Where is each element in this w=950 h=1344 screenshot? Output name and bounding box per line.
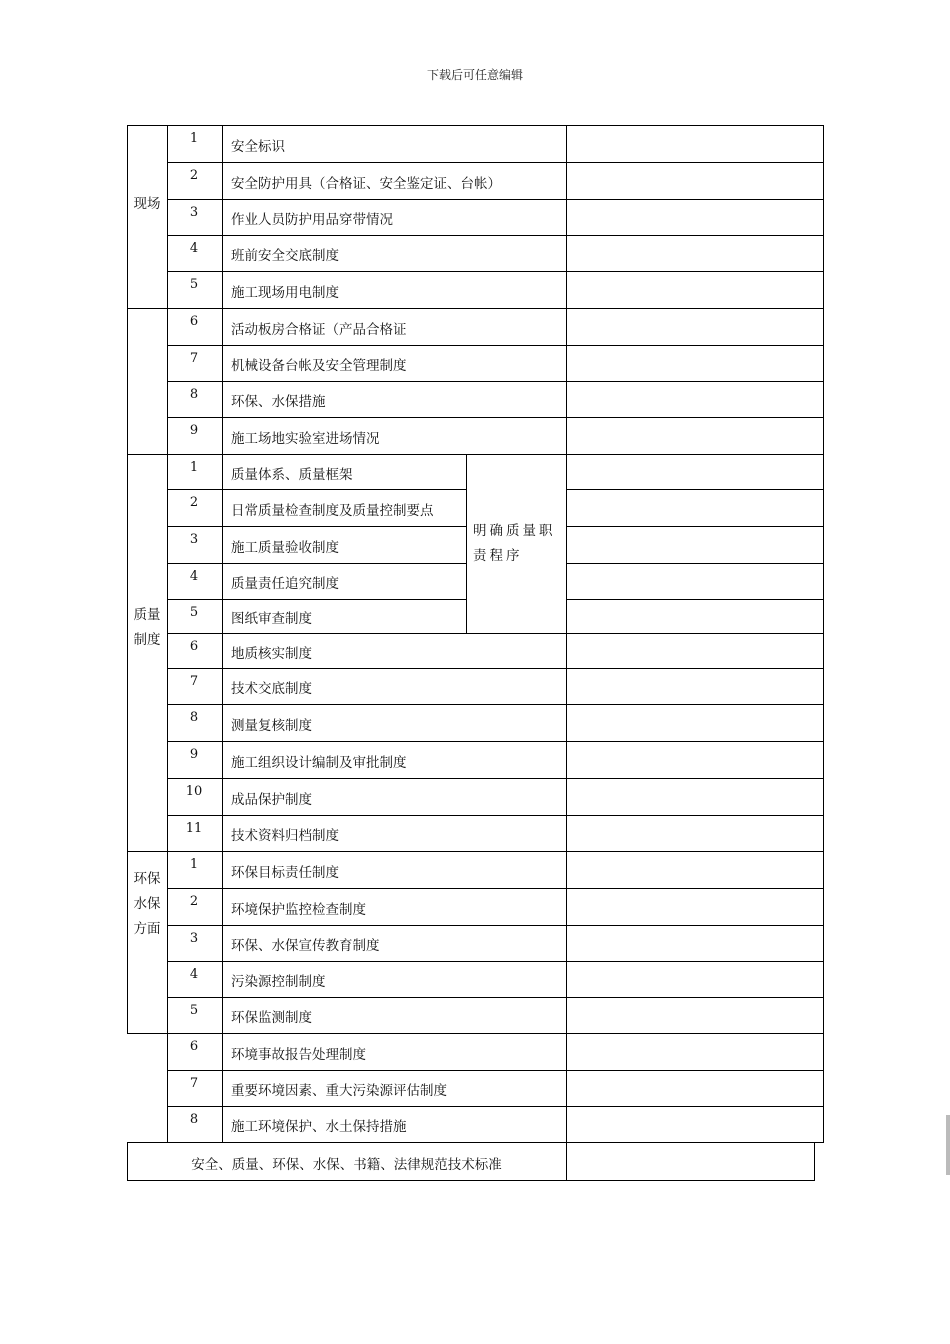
row-number: 1 (189, 857, 199, 872)
row-divider (167, 381, 824, 382)
row-number: 7 (189, 351, 199, 366)
checklist-item: 安全标识 (231, 139, 285, 155)
checklist-item: 地质核实制度 (231, 646, 312, 662)
row-divider (127, 454, 824, 455)
checklist-item: 重要环境因素、重大污染源评估制度 (231, 1083, 447, 1099)
result-column-border (566, 125, 567, 1142)
row-divider (566, 599, 824, 600)
row-number: 3 (189, 205, 199, 220)
row-divider (127, 308, 824, 309)
row-number: 4 (189, 967, 199, 982)
checklist-item: 环保监测制度 (231, 1010, 312, 1026)
row-number: 6 (189, 314, 199, 329)
category-label: 质量制度 (133, 606, 161, 648)
quality-note: 明确质量职责程序 (473, 522, 556, 564)
number-column-border (167, 125, 168, 1142)
checklist-item: 班前安全交底制度 (231, 248, 339, 264)
checklist-item: 环境保护监控检查制度 (231, 902, 366, 918)
row-divider (167, 489, 466, 490)
row-divider (167, 599, 466, 600)
checklist-item: 作业人员防护用品穿带情况 (231, 212, 393, 228)
checklist-item: 污染源控制制度 (231, 974, 326, 990)
row-number: 2 (189, 168, 199, 183)
row-divider (127, 1033, 824, 1034)
row-divider (167, 997, 824, 998)
checklist-item: 日常质量检查制度及质量控制要点 (231, 503, 434, 519)
row-divider (127, 125, 824, 126)
row-number: 2 (189, 894, 199, 909)
row-divider (566, 526, 824, 527)
category-label: 环保水保方面 (133, 871, 161, 937)
row-divider (167, 526, 466, 527)
row-number: 8 (189, 1112, 199, 1127)
row-divider (167, 704, 824, 705)
checklist-item: 环保目标责任制度 (231, 865, 339, 881)
footer-right-border (814, 1143, 815, 1181)
note-column-border (466, 454, 467, 633)
category-label: 现场 (133, 195, 161, 212)
page-header: 下载后可任意编辑 (426, 68, 523, 82)
footer-mid-border (566, 1143, 567, 1180)
row-divider (167, 778, 824, 779)
row-number: 6 (189, 1039, 199, 1054)
checklist-item: 测量复核制度 (231, 718, 312, 734)
row-divider (167, 888, 824, 889)
scroll-indicator[interactable] (946, 1115, 950, 1175)
row-divider (167, 235, 824, 236)
row-number: 11 (185, 821, 203, 836)
row-number: 9 (189, 423, 199, 438)
row-divider (167, 417, 824, 418)
category-divider (127, 1033, 167, 1034)
row-number: 5 (189, 1003, 199, 1018)
item-column-border (222, 125, 223, 1142)
row-number: 9 (189, 747, 199, 762)
row-number: 5 (189, 277, 199, 292)
row-divider (167, 741, 824, 742)
row-number: 3 (189, 931, 199, 946)
row-number: 1 (189, 131, 199, 146)
row-number: 3 (189, 532, 199, 547)
row-number: 10 (185, 784, 203, 799)
row-divider (566, 563, 824, 564)
row-number: 8 (189, 387, 199, 402)
row-number: 1 (189, 460, 199, 475)
checklist-item: 技术交底制度 (231, 681, 312, 697)
checklist-item: 成品保护制度 (231, 792, 312, 808)
row-number: 8 (189, 710, 199, 725)
row-divider (167, 199, 824, 200)
row-divider (167, 1070, 824, 1071)
row-divider (127, 851, 824, 852)
row-number: 7 (189, 674, 199, 689)
row-number: 7 (189, 1076, 199, 1091)
row-number: 2 (189, 495, 199, 510)
row-divider (167, 961, 824, 962)
checklist-item: 质量责任追究制度 (231, 576, 339, 592)
checklist-item: 活动板房合格证（产品合格证 (231, 322, 407, 338)
checklist-item: 环保、水保宣传教育制度 (231, 938, 380, 954)
checklist-item: 图纸审查制度 (231, 611, 312, 627)
checklist-item: 机械设备台帐及安全管理制度 (231, 358, 407, 374)
row-divider (167, 345, 824, 346)
checklist-item: 安全防护用具（合格证、安全鉴定证、台帐） (231, 176, 501, 192)
row-number: 5 (189, 605, 199, 620)
checklist-item: 施工现场用电制度 (231, 285, 339, 301)
checklist-item: 施工质量验收制度 (231, 540, 339, 556)
footer-bottom-border (127, 1180, 815, 1181)
checklist-item: 施工场地实验室进场情况 (231, 431, 380, 447)
table-right-border (823, 125, 824, 1143)
row-number: 4 (189, 569, 199, 584)
row-divider (566, 489, 824, 490)
row-number: 6 (189, 639, 199, 654)
row-divider (167, 1106, 824, 1107)
row-number: 4 (189, 241, 199, 256)
row-divider (167, 815, 824, 816)
row-divider (167, 271, 824, 272)
checklist-item: 施工环境保护、水土保持措施 (231, 1119, 407, 1135)
row-divider (127, 1142, 824, 1143)
row-divider (167, 162, 824, 163)
checklist-item: 环保、水保措施 (231, 394, 326, 410)
checklist-item: 质量体系、质量框架 (231, 467, 353, 483)
checklist-item: 技术资料归档制度 (231, 828, 339, 844)
checklist-item: 施工组织设计编制及审批制度 (231, 755, 407, 771)
row-divider (167, 925, 824, 926)
footer-label: 安全、质量、环保、水保、书籍、法律规范技术标准 (191, 1157, 502, 1173)
checklist-item: 环境事故报告处理制度 (231, 1047, 366, 1063)
row-divider (167, 668, 824, 669)
row-divider (167, 563, 466, 564)
row-divider (167, 633, 824, 634)
